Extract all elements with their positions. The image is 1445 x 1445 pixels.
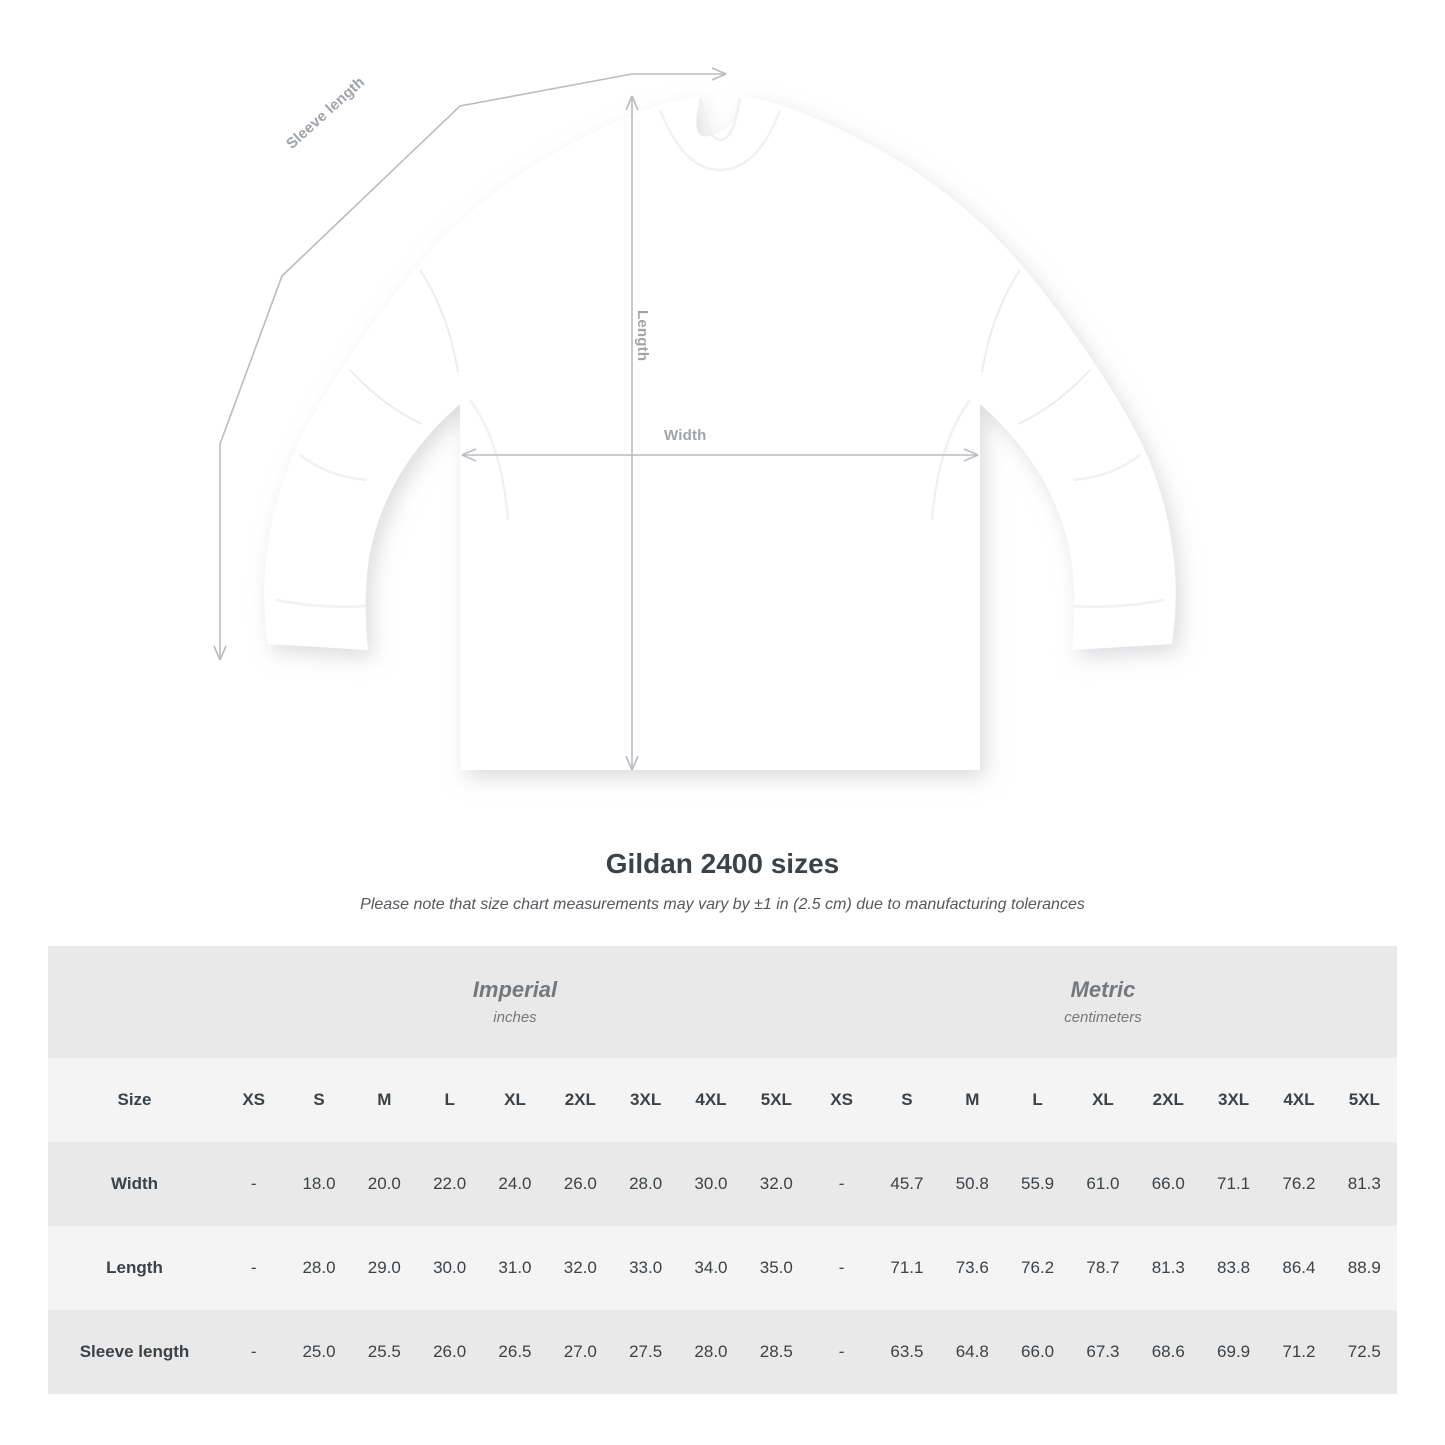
- cell-width-metric-5xl: 81.3: [1332, 1142, 1397, 1226]
- cell-length-metric-xs: -: [809, 1226, 874, 1310]
- cell-length-metric-5xl: 88.9: [1332, 1226, 1397, 1310]
- cell-width-metric-3xl: 71.1: [1201, 1142, 1266, 1226]
- cell-length-imperial-l: 30.0: [417, 1226, 482, 1310]
- column-header-imperial-m: M: [352, 1058, 417, 1142]
- table-head: [48, 946, 1397, 1142]
- size-table-wrapper: [48, 946, 1397, 1394]
- cell-length-metric-l: 76.2: [1005, 1226, 1070, 1310]
- cell-width-metric-l: 55.9: [1005, 1142, 1070, 1226]
- column-header-metric-3xl: 3XL: [1201, 1058, 1266, 1142]
- unit-group-metric-name: Metric: [1070, 977, 1136, 1003]
- column-header-imperial-xs: XS: [221, 1058, 286, 1142]
- cell-sleeve-metric-m: 64.8: [940, 1310, 1005, 1394]
- cell-length-metric-xl: 78.7: [1070, 1226, 1135, 1310]
- cell-sleeve-imperial-l: 26.0: [417, 1310, 482, 1394]
- row-label-sleeve-length: Sleeve length: [48, 1310, 221, 1394]
- cell-width-metric-m: 50.8: [940, 1142, 1005, 1226]
- size-chart-table: [48, 946, 1397, 1394]
- cell-sleeve-imperial-xl: 26.5: [482, 1310, 547, 1394]
- cell-width-metric-s: 45.7: [874, 1142, 939, 1226]
- column-header-size: Size: [48, 1058, 221, 1142]
- table-row: [48, 1310, 1397, 1394]
- cell-width-imperial-2xl: 26.0: [548, 1142, 613, 1226]
- cell-width-metric-xl: 61.0: [1070, 1142, 1135, 1226]
- cell-length-metric-s: 71.1: [874, 1226, 939, 1310]
- column-header-imperial-xl: XL: [482, 1058, 547, 1142]
- cell-sleeve-metric-3xl: 69.9: [1201, 1310, 1266, 1394]
- cell-length-metric-2xl: 81.3: [1136, 1226, 1201, 1310]
- cell-sleeve-metric-xl: 67.3: [1070, 1310, 1135, 1394]
- table-row: [48, 1226, 1397, 1310]
- cell-width-imperial-l: 22.0: [417, 1142, 482, 1226]
- unit-group-row: [48, 946, 1397, 1058]
- column-header-metric-m: M: [940, 1058, 1005, 1142]
- cell-length-imperial-s: 28.0: [286, 1226, 351, 1310]
- column-header-metric-s: S: [874, 1058, 939, 1142]
- cell-sleeve-metric-4xl: 71.2: [1266, 1310, 1331, 1394]
- cell-sleeve-imperial-5xl: 28.5: [744, 1310, 809, 1394]
- column-header-imperial-5xl: 5XL: [744, 1058, 809, 1142]
- cell-sleeve-imperial-s: 25.0: [286, 1310, 351, 1394]
- cell-width-imperial-3xl: 28.0: [613, 1142, 678, 1226]
- cell-sleeve-metric-l: 66.0: [1005, 1310, 1070, 1394]
- cell-width-metric-2xl: 66.0: [1136, 1142, 1201, 1226]
- table-row: [48, 1142, 1397, 1226]
- cell-sleeve-imperial-xs: -: [221, 1310, 286, 1394]
- cell-width-imperial-m: 20.0: [352, 1142, 417, 1226]
- unit-group-metric-sub: centimeters: [1064, 1008, 1142, 1026]
- column-header-metric-2xl: 2XL: [1136, 1058, 1201, 1142]
- column-header-imperial-3xl: 3XL: [613, 1058, 678, 1142]
- cell-sleeve-metric-2xl: 68.6: [1136, 1310, 1201, 1394]
- column-header-metric-xl: XL: [1070, 1058, 1135, 1142]
- cell-width-imperial-xs: -: [221, 1142, 286, 1226]
- column-header-metric-xs: XS: [809, 1058, 874, 1142]
- width-dimension-label: Width: [664, 427, 707, 444]
- unit-group-imperial-sub: inches: [493, 1008, 537, 1026]
- cell-width-metric-xs: -: [809, 1142, 874, 1226]
- cell-length-imperial-xl: 31.0: [482, 1226, 547, 1310]
- column-header-imperial-4xl: 4XL: [678, 1058, 743, 1142]
- cell-length-imperial-2xl: 32.0: [548, 1226, 613, 1310]
- cell-length-metric-3xl: 83.8: [1201, 1226, 1266, 1310]
- column-header-metric-4xl: 4XL: [1266, 1058, 1331, 1142]
- cell-width-metric-4xl: 76.2: [1266, 1142, 1331, 1226]
- length-dimension-label: Length: [634, 310, 651, 362]
- column-header-imperial-2xl: 2XL: [548, 1058, 613, 1142]
- cell-sleeve-metric-5xl: 72.5: [1332, 1310, 1397, 1394]
- cell-sleeve-imperial-m: 25.5: [352, 1310, 417, 1394]
- column-header-imperial-s: S: [286, 1058, 351, 1142]
- cell-length-imperial-3xl: 33.0: [613, 1226, 678, 1310]
- table-body: [48, 1142, 1397, 1394]
- unit-group-imperial: [221, 946, 809, 1058]
- page-title: Gildan 2400 sizes: [605, 848, 840, 879]
- cell-sleeve-metric-xs: -: [809, 1310, 874, 1394]
- unit-group-spacer: [48, 946, 221, 1058]
- cell-width-imperial-5xl: 32.0: [744, 1142, 809, 1226]
- cell-sleeve-metric-s: 63.5: [874, 1310, 939, 1394]
- cell-sleeve-imperial-4xl: 28.0: [678, 1310, 743, 1394]
- cell-sleeve-imperial-2xl: 27.0: [548, 1310, 613, 1394]
- unit-group-imperial-name: Imperial: [472, 977, 558, 1003]
- unit-group-metric: [809, 946, 1397, 1058]
- row-label-width: Width: [48, 1142, 221, 1226]
- cell-length-imperial-m: 29.0: [352, 1226, 417, 1310]
- column-header-row: [48, 1058, 1397, 1142]
- cell-sleeve-imperial-3xl: 27.5: [613, 1310, 678, 1394]
- column-header-metric-l: L: [1005, 1058, 1070, 1142]
- row-label-length: Length: [48, 1226, 221, 1310]
- cell-length-metric-m: 73.6: [940, 1226, 1005, 1310]
- column-header-metric-5xl: 5XL: [1332, 1058, 1397, 1142]
- tolerance-note: Please note that size chart measurements may vary by ±1 in (2.5 cm) due to manufacturing tolerances: [360, 896, 1085, 913]
- cell-length-imperial-5xl: 35.0: [744, 1226, 809, 1310]
- cell-width-imperial-xl: 24.0: [482, 1142, 547, 1226]
- cell-length-imperial-xs: -: [221, 1226, 286, 1310]
- cell-length-imperial-4xl: 34.0: [678, 1226, 743, 1310]
- cell-width-imperial-4xl: 30.0: [678, 1142, 743, 1226]
- column-header-imperial-l: L: [417, 1058, 482, 1142]
- cell-length-metric-4xl: 86.4: [1266, 1226, 1331, 1310]
- cell-width-imperial-s: 18.0: [286, 1142, 351, 1226]
- title-block: [0, 848, 1445, 914]
- sleeve-length-dimension-label: Sleeve length: [283, 73, 369, 153]
